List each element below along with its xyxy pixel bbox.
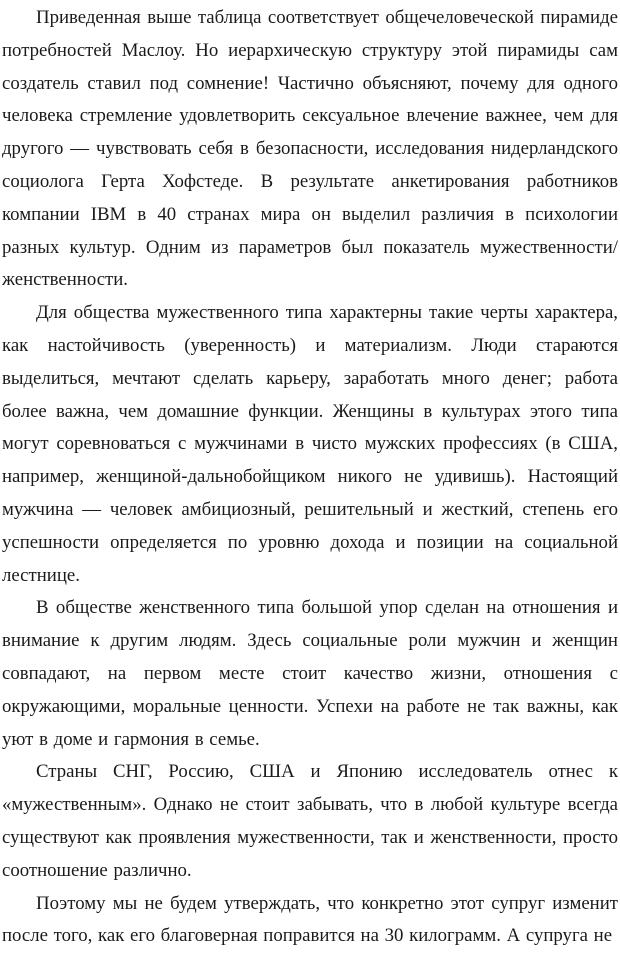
paragraph-maslow-hofstede: Приведенная выше таблица соответствует общечеловеческой пирамиде потребностей Маслоу. Но иерархическую структуру этой пирамиды сам создатель ставил под сомнение! Частично объясняют, почему для одного человека стремление удовлетворить сексуальное влечение важнее, чем для другого — чувствовать себя в безопасности, исследования нидерландского социолога Герта Хофстеде. В результате анкетирования работников компании IBM в 40 странах мира он выделил различия в психологии разных культур. Одним из параметров был показатель мужественности/женственности.	[2, 7, 618, 291]
paragraph-masculine-society: Для общества мужественного типа характерны такие черты характера, как настойчивость (уверенность) и материализм. Люди стараются выделиться, мечтают сделать карьеру, заработать много денег; работа более важна, чем домашние функции. Женщины в культурах этого типа могут соревноваться с мужчинами в чисто мужских профессиях (в США, например, женщиной-дальнобойщиком никого не удивишь). Настоящий мужчина — человек амбициозный, решительный и жесткий, степень его успешности определяется по уровню дохода и позиции на социальной лестнице.	[2, 302, 618, 586]
paragraph-countries-classification: Страны СНГ, Россию, США и Японию исследователь отнес к «мужественным». Однако не стоит забывать, что в любой культуре всегда существуют как проявления мужественности, так и женственности, просто соотношение различно.	[2, 761, 618, 881]
paragraph-conclusion: Поэтому мы не будем утверждать, что конкретно этот супруг изменит после того, как его благоверная поправится на 30 килограмм. А супруга не	[2, 892, 618, 947]
paragraph-feminine-society: В обществе женственного типа большой упор сделан на отношения и внимание к другим людям. Здесь социальные роли мужчин и женщин совпадают, на первом месте стоит качество жизни, отношения с окружающими, моральные ценности. Успехи на работе не так важны, как уют в доме и гармония в семье.	[2, 597, 618, 750]
